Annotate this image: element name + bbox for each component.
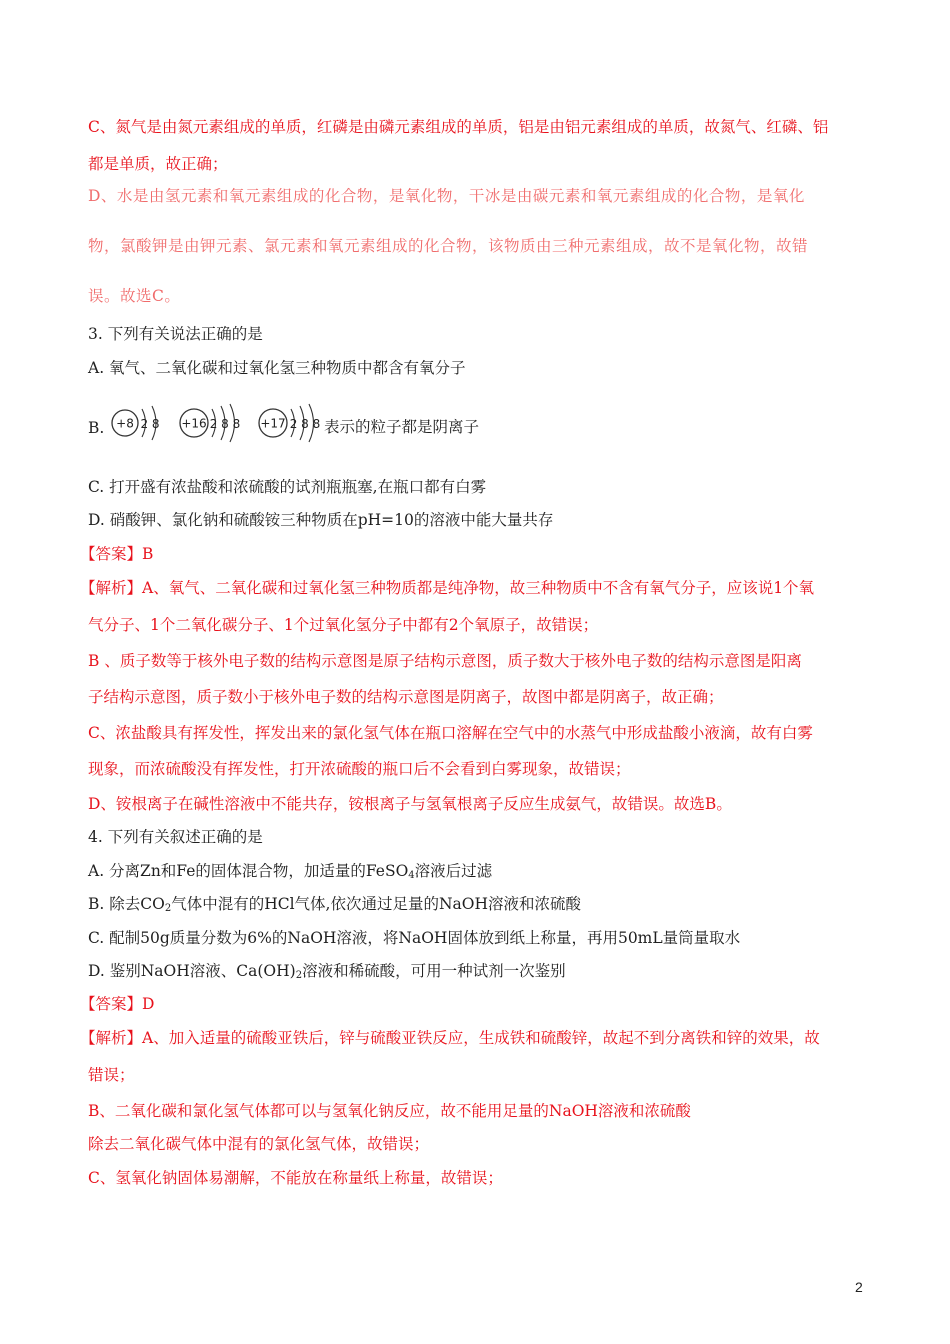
text-line: C、氮气是由氮元素组成的单质，红磷是由磷元素组成的单质，铝是由铝元素组成的单质，故氮气、红磷、铝: [88, 118, 829, 136]
text-line: 物，氯酸钾是由钾元素、氯元素和氧元素组成的化合物，该物质由三种元素组成，故不是氧化物，故错: [88, 237, 809, 255]
answer-3: 【答案】B: [80, 545, 154, 563]
option-3b-text: 表示的粒子都是阴离子: [324, 418, 480, 436]
text-line: D、水是由氢元素和氧元素组成的化合物，是氧化物，干冰是由碳元素和氧元素组成的化合物，是氧化: [88, 187, 805, 205]
subscript: 2: [164, 903, 172, 914]
option-4a-text: A. 分离Zn和Fe的固体混合物，加适量的FeSO: [88, 862, 409, 880]
atom-2-shells: 2 8 8: [209, 417, 241, 431]
atom-1-shells: 2 8: [140, 417, 160, 431]
atom-3-shells: 2 8 8: [289, 417, 321, 431]
option-4c: C. 配制50g质量分数为6%的NaOH溶液，将NaOH固体放到纸上称量，再用50mL量筒量取水: [88, 929, 741, 947]
atom-diagram-1: [112, 406, 160, 440]
atom-1-nucleus: +8: [116, 416, 134, 431]
atom-3-nucleus: +17: [260, 416, 286, 431]
explanation-4: 除去二氧化碳气体中混有的氯化氢气体，故错误；: [88, 1135, 430, 1153]
option-4b-text: 气体中混有的HCl气体,依次通过足量的NaOH溶液和浓硫酸: [171, 895, 581, 913]
question-4: 4. 下列有关叙述正确的是: [88, 828, 263, 846]
explanation-4: 【解析】A、加入适量的硫酸亚铁后，锌与硫酸亚铁反应，生成铁和硫酸锌，故起不到分离铁和锌的效果，故: [80, 1029, 820, 1047]
option-4a: [88, 860, 492, 882]
answer-4: 【答案】D: [80, 995, 155, 1013]
explanation-3: B 、质子数等于核外电子数的结构示意图是原子结构示意图，质子数大于核外电子数的结构示意图是阳离: [88, 652, 802, 670]
explanation-3: D、铵根离子在碱性溶液中不能共存，铵根离子与氢氧根离子反应生成氨气，故错误。故选B。: [88, 795, 732, 813]
page-number: 2: [855, 1279, 863, 1295]
explanation-4: C、氢氧化钠固体易潮解，不能放在称量纸上称量，故错误；: [88, 1169, 503, 1187]
option-4a-text: 溶液后过滤: [414, 862, 493, 880]
option-4d-text: 溶液和稀硫酸，可用一种试剂一次鉴别: [302, 962, 566, 980]
question-3: 3. 下列有关说法正确的是: [88, 325, 263, 343]
explanation-4: 错误；: [88, 1066, 135, 1084]
atom-diagram-2: [180, 404, 240, 442]
option-4d-text: D. 鉴别NaOH溶液、Ca(OH): [88, 962, 296, 980]
atom-structure-diagrams: [108, 400, 328, 446]
option-3d: D. 硝酸钾、氯化钠和硫酸铵三种物质在pH=10的溶液中能大量共存: [88, 511, 554, 529]
option-4b-text: B. 除去CO: [88, 895, 165, 913]
explanation-3: 现象，而浓硫酸没有挥发性，打开浓硫酸的瓶口后不会看到白雾现象，故错误；: [88, 760, 631, 778]
text-line: 误。故选C。: [88, 287, 181, 305]
option-4b: [88, 893, 581, 915]
option-4d: [88, 960, 566, 982]
atom-diagram-3: [259, 404, 320, 442]
option-3a: A. 氧气、二氧化碳和过氧化氢三种物质中都含有氧分子: [88, 359, 466, 377]
subscript: 2: [295, 970, 303, 981]
explanation-3: 气分子、1个二氧化碳分子、1个过氧化氢分子中都有2个氧原子，故错误；: [88, 616, 599, 634]
atom-2-nucleus: +16: [181, 416, 207, 431]
text-line: 都是单质，故正确；: [88, 155, 228, 173]
atom-diagram-svg: [108, 400, 328, 446]
subscript: 4: [408, 870, 415, 881]
explanation-3: 子结构示意图，质子数小于核外电子数的结构示意图是阴离子，故图中都是阴离子，故正确；: [88, 688, 724, 706]
option-3c: C. 打开盛有浓盐酸和浓硫酸的试剂瓶瓶塞,在瓶口都有白雾: [88, 478, 487, 496]
explanation-4: B、二氧化碳和氯化氢气体都可以与氢氧化钠反应，故不能用足量的NaOH溶液和浓硫酸: [88, 1102, 691, 1120]
explanation-3: C、浓盐酸具有挥发性，挥发出来的氯化氢气体在瓶口溶解在空气中的水蒸气中形成盐酸小液滴，故有白雾: [88, 724, 813, 742]
option-3b-label: B.: [88, 419, 105, 437]
explanation-3: 【解析】A、氧气、二氧化碳和过氧化氢三种物质都是纯净物，故三种物质中不含有氧气分子，应该说1个氧: [80, 579, 815, 597]
